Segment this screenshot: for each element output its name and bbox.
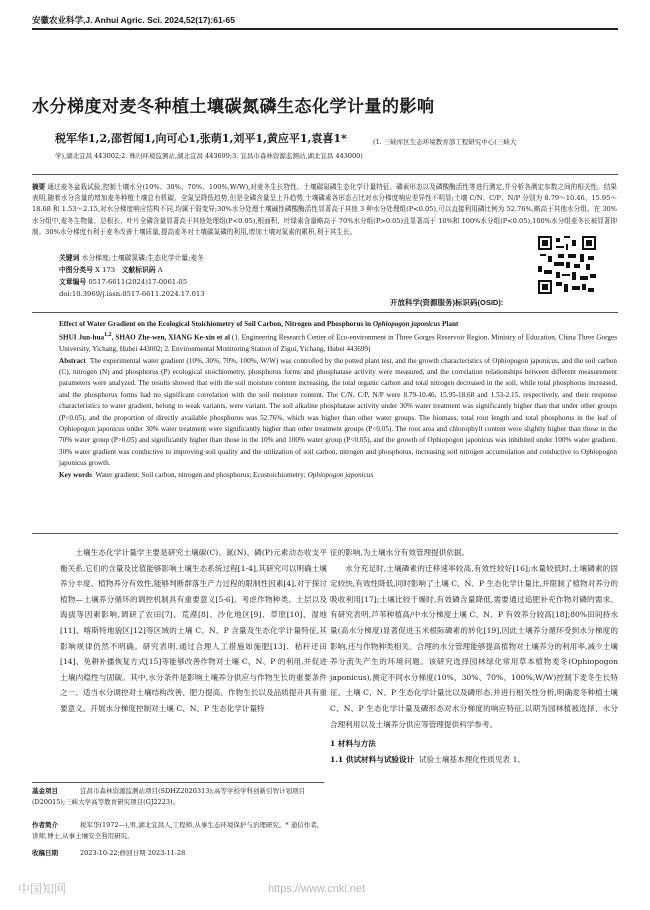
header-rule [32,28,618,30]
title-chinese: 水分梯度对麦冬种植土壤碳氮磷生态化学计量的影响 [32,97,435,117]
authors-english: SHUI Jun-hua [59,333,105,342]
doc-code-label: 文献标识码 [121,266,156,274]
doc-code-value: A [157,266,163,274]
keywords-english-label: Key words [59,470,92,479]
authors-chinese: 税军华1,2,邵哲闻1,向可心1,张萌1,刘平1,黄应平1,袁喜1* [55,132,347,145]
body-right-column [330,545,618,767]
keywords-label: 关键词 [59,254,80,262]
title-english [59,319,617,330]
title-english-species: Ophiopogon japonicus [372,320,441,328]
footnote-rule [32,782,324,783]
rule [32,533,618,534]
authors-english-rest: , SHAO Zhe-wen, XIANG Ke-xin et al [111,333,230,342]
footnote-fund [32,786,324,808]
keywords-english-species: Ophiopogon japonicus [307,470,374,479]
clc-label: 中图分类号 [59,266,93,274]
subsection-heading: 1.1 供试材料与试验设计 [330,754,415,764]
doi[interactable]: doi:10.3969/j.issn.0517-6611.2024.17.013 [59,290,205,298]
keywords-text: 水分梯度;土壤碳氮磷;生态化学计量;麦冬 [81,254,204,262]
footnote-date-label: 收稿日期 [32,849,58,857]
keywords-english-text: Water gradient; Soil carbon, nitrogen and phosphorus; Ecostoichiometry; [95,470,308,479]
article-number [59,276,499,288]
osid-label: 开放科学(资源服务)标识码(OSID): [390,298,504,307]
english-abstract-block [59,319,617,481]
abstract-label: 摘要 [32,183,46,191]
footnote-author-text: 税军华(1972—),男,湖北宜昌人,工程师,从事生态环境保护与治理研究。* 通信作者,讲师,博士,从事土壤安全利用研究。 [32,821,319,840]
clc-value: X 173 [95,266,116,274]
classification [59,264,499,276]
affiliation-chinese-2: 学),湖北宜昌 443002;2. 株归环境监测站,湖北宜昌 443699;3. 宜昌市森林资源监测站,湖北宜昌 443000) [55,152,363,160]
keywords-english [59,470,617,481]
body-right-paragraph: 水分充足时,土壤磷素的迁移速率较高,有效性较好[16];水量较低时,土壤磷素的固定较快,有效性降低,同时影响了土壤 C、N、P 生态化学计量比,并限制了植物对养分的吸收利用[17];土壤比较干燥时,有效磷含量降低,需要通过追肥补充作物对磷的需求。有研究表明,芦苇种植高/中水分梯度土壤 C、N、P 有效养分较高[18];80%田间持水量(高水分梯度)显著促进玉米根际磷素的转化[19],因此土壤养分循环受到水分梯度的影响,还与作物种类相关。合理的水分管理能够提高植物对土壤养分的利用率,减少土壤养分流失产生的环境问题。该研究选择园林绿化常用草本植物麦冬(Ophiopogon japonicus),测定不同水分梯度(10%、30%、70%、100%,W/W)控制下麦冬生长特征、土壤 C、N、P 生态化学计量比以及磷形态,并进行相关性分析,明确麦冬种植土壤 C、N、P 生态化学计量及磷形态对水分梯度的响应特征,以期为园林植被选择、水分合理利用以及土壤养分供应等管理提供科学参考。 [330,563,618,729]
journal-header: 安徽农业科学,J. Anhui Agric. Sci. 2024,52(17):61-65 [32,15,235,25]
footnote-author [32,820,324,842]
article-no-value: 0517-6611(2024)17-0061-05 [88,278,188,286]
abstract-english-label: Abstract [59,356,86,365]
abstract-english [59,356,617,470]
subsection [330,752,618,768]
subsection-text: 试验土壤基本理化性质见表 1。 [419,754,525,764]
authors-english-affiliation: SHUI Jun-hua$^{1,2}$, SHAO Zhe-wen, XIANG Ke-xin et al (1. Engineering Research Center of Eco-environment in Three Gorges Reservoir Region, Ministry of Education, China Three Gorges University, Yichang, Hubei 443002; 2. Environmental Monitoring Station of Zigui, Yichang, Hubei 443699) [59,332,617,354]
watermark-url[interactable]: https://www.cnki.net [268,883,366,895]
rule [32,174,618,175]
title-english-end: Plant [440,320,459,328]
section-heading: 1 材料与方法 [330,739,376,749]
affiliation-chinese-1: (1. 三峡库区生态环境教育部工程研究中心(三峡大 [373,138,517,146]
affiliation-english: (1. Engineering Research Center of Eco-environment in Three Gorges Reservoir Region, Ministry of Education, China Three Gorges University, Yichang, Hubei 443002; 2. Environmental Monitoring Station of Zigui, Yichang, Hubei 443699) [59,333,617,354]
qr-code-icon[interactable] [538,236,596,294]
title-english-text: Effect of Water Gradient on the Ecological Stoichiometry of Soil Carbon, Nitrogen and Phosphorus in [59,320,373,328]
footnote-fund-label: 基金项目 [32,787,58,795]
abstract-chinese [32,182,617,238]
abstract-text: 通过麦冬盆栽试验,控制土壤水分(10%、30%、70%、100%,W/W),对麦冬生长特性、土壤碳氮磷生态化学计量特征、磷素形态以及磷酸酶活性等进行测定,并分析各测定参数之间的相关性。结果表明,随着水分含量的增加麦冬种植土壤总有机碳、全氮呈降低趋势,但是全磷含量呈上升趋势,土壤磷素各形态占比对水分梯度响应差异性不明显;土壤 C/N、C/P、N/P 分别为 8.79～10.46、15.95～18.68 和 1.53～2.15,对水分梯度响应结构不同,均属于弱变异;30%水分处理土壤碱性磷酸酶活性显著高于其他 3 种水分处理组(P<0.05),可以直接利用磷比例为 52.76%,略高于其他水分组。在 30%水分组中,麦冬生物量、总根长、叶片全磷含量显著高于其他处理组(P<0.05),根面积、叶绿素含量略高于 70%水分组(P>0.05)且显著高于 10%和 100%水分组(P<0.05),100%水分组麦冬长被显著抑制。30%水分梯度有利于麦冬改善土壤质量,提高麦冬对土壤碳氮磷的利用,增加土壤对氮素的累积,利于其生长。 [32,183,617,236]
body-left-column: 土壤生态化学计量学主要是研究土壤碳(C)、氮(N)、磷(P)元素动态收支平衡关系,它们的含量及比值能够影响土壤生态系统过程[1-4],其研究可以明确土壤养分丰度、植物养分有效性,能够判断群落生产力过程的限制性因素[4],对于探讨植物—土壤养分循环的调控机制具有重要意义[5-6]。考虑作物种类、土层以及海拔等因素影响,调研了农田[7]、荒漠[8]、沙化地区[9]、草原[10]、湿地[11]、喀斯特地貌区[12]等区域的土壤 C、N、P 含量及生态化学计量特征,其影响规律仍然不明确。研究表明,通过合理人工措施如施肥[13]、秸秆还田[14]、免耕补播恢复方式[15]等能够改善作物对土壤 C、N、P 的利用,并促进土壤内稳性与固碳。其中,水分条件是影响土壤养分供应与作物生长的重要条件之一。适当水分调控对土壤结构改善、肥力提高、作物生长以及品质提升具有重要意义。开展水分梯度控制对土壤 C、N、P 生态化学计量特 [60,548,327,713]
footnote-date [32,848,324,859]
body-right-continuation: 征的影响,为土壤水分有效管理提供依据。 [330,548,470,557]
keywords-chinese [59,252,499,264]
footnote-date-text: 2023-10-22;修回日期 2023-11-28 [80,849,186,857]
article-no-label: 文章编号 [59,278,87,286]
footnote-author-label: 作者简介 [32,821,58,829]
watermark-logo: 中国知网 [18,882,67,896]
abstract-english-text: The experimental water gradient (10%, 30%, 70%, 100%, W/W) was controlled by the potted plant test, and the growth characteristics of Ophiopogon japonicus, and the soil carbon (C), nitrogen (N) and phosphorus (P) ecological stoichiometry, phosphorus forms and phosphatase activity were measured, and the correlation relationships between different measurement parameters were analyzed. The results showed that with the soil moisture content increasing, the total organic carbon and total nitrogen decreased in the soil, while total phosphorus increased, and the phosphorus forms had no significant correlation with the soil moisture content. The C/N, C/P, N/P were 8.79-10.46, 15.95-18.68 and 1.53-2.15, respectively, and their response characteristics to water gradient, belong to weak variants, were variant. The soil alkaline phosphatase activity under 30% water treatment was significantly higher than that under other groups (P<0.05), and the proportion of directly available phosphorus was 52.76%, which was higher than other water groups. The biomass, total root length and total phosphorus in the leaf of Ophiopogon japonicus under 30% water treatment were significantly higher than other treatment groups (P<0.05). The root area and chlorophyll content were slightly higher than those in the 70% water group (P>0.05) and significantly higher than those in the 10% and 100% water group (P<0.05), and the growth of Ophiopogon japonicus was inhibited under 100% water gradient. 30% water gradient was conductive to improving soil quality and the utilization of soil carbon, nitrogen and phosphorus, increasing soil nitrogen accumulation and conductive to Ophiopogon japonicus growth. [59,356,617,468]
footnote-fund-text: 宜昌市森林资源监测站项目(SDHZ2020313);高等学校学科创新引智计划项目(D20015);三峡大学高等教育研究项目(GJ2223)。 [32,787,306,806]
rule [32,312,618,313]
